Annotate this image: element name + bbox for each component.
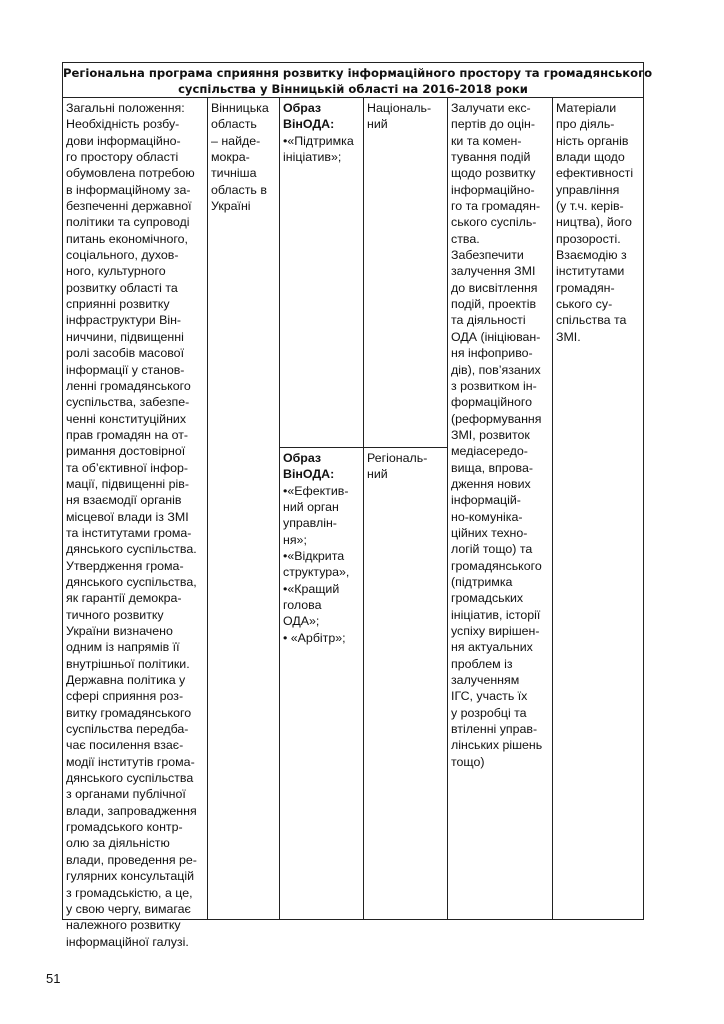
cell-text-line: з громадськістю, а це,: [66, 885, 193, 900]
cell-text-line: ного, культурного: [66, 264, 166, 279]
cell-text-line: область в: [211, 182, 267, 197]
cell-text-line: внутрішньої політики.: [66, 656, 190, 671]
cell-text-line: політики та супроводі: [66, 215, 190, 230]
cell-text-line: інформацій-: [451, 493, 521, 508]
cell-text-line: но-комуніка-: [451, 509, 523, 524]
cell-text-line: сфері сприяння роз-: [66, 689, 184, 704]
cell-text-line: – найде-: [211, 133, 261, 148]
cell-text-line: ВінОДА:: [283, 467, 335, 482]
cell-text-line: щодо розвитку: [451, 166, 536, 181]
cell-text-line: тичніша: [211, 166, 257, 181]
cell-text-line: сприянні розвитку: [66, 297, 170, 312]
region-description-cell: [208, 98, 280, 919]
cell-text-line: громадянського: [451, 558, 542, 573]
cell-text-line: та об’єктивної інфор-: [66, 460, 188, 475]
cell-text-line: ленні громадянського: [66, 378, 191, 393]
cell-text-line: голова: [283, 598, 322, 613]
cell-text-line: успіху вирішен-: [451, 624, 540, 638]
cell-text-line: розвитку області та: [66, 280, 178, 295]
cell-text-line: Державна політика у: [66, 673, 186, 688]
cell-text-line: втіленні управ-: [451, 722, 538, 737]
cell-text-line: одним із напрямів її: [66, 640, 180, 655]
cell-text-line: Вінницька: [211, 101, 269, 115]
cell-text-line: Утвердження грома-: [66, 558, 184, 573]
cell-text-line: Регіональ-: [367, 451, 428, 465]
cell-text-line: мації, підвищенні рів-: [66, 476, 189, 491]
cell-text-line: з розвитком ін-: [451, 378, 537, 393]
cell-text-line: тощо): [451, 754, 485, 769]
cell-text-line: (реформування: [451, 411, 542, 426]
cell-text-line: та інститутами грома-: [66, 525, 192, 540]
cell-text-line: го простору області: [66, 150, 179, 165]
cell-text-line: ЗМІ.: [556, 329, 581, 344]
cell-text-line: обумовлена потребою: [66, 166, 195, 181]
cell-text-line: ініціатив»;: [283, 150, 342, 165]
image-column: [280, 98, 364, 919]
cell-text-line: •«Ефектив-: [283, 483, 349, 498]
cell-text-line: ченні конституційних: [66, 411, 187, 426]
level-cell-regional: [364, 448, 447, 919]
cell-text-line: ня актуальних: [451, 640, 533, 655]
cell-text-line: ня інфоприво-: [451, 346, 533, 361]
cell-text-line: як гарантії демокра-: [66, 591, 182, 606]
cell-text-line: ініціатив, історії: [451, 607, 541, 622]
cell-text-line: та діяльності: [451, 313, 526, 328]
cell-text-line: ОДА»;: [283, 614, 320, 629]
cell-text-line: •«Відкрита: [283, 549, 345, 564]
cell-text-line: про діяль-: [556, 117, 615, 132]
cell-text-line: структура»,: [283, 565, 350, 580]
cell-text-line: тування подій: [451, 150, 531, 165]
cell-text-line: інститутами: [556, 264, 625, 279]
cell-text-line: суспільства передба-: [66, 722, 189, 737]
cell-text-line: ІГС, участь їх: [451, 689, 528, 704]
cell-text-line: ційних техно-: [451, 525, 528, 540]
cell-text-line: належного розвитку: [66, 918, 181, 933]
cell-text-line: ниччини, підвищенні: [66, 329, 184, 344]
cell-text-line: Загальні положення:: [66, 101, 185, 115]
materials-cell: [553, 98, 645, 919]
cell-text-line: Залучати екс-: [451, 101, 531, 115]
cell-text-line: Взаємодію з: [556, 248, 627, 263]
actions-cell: [448, 98, 553, 919]
cell-text-line: Образ: [283, 451, 322, 465]
cell-text-line: витку громадянського: [66, 705, 192, 720]
cell-text-line: ний: [367, 117, 388, 132]
cell-text-line: дження нових: [451, 476, 531, 491]
cell-text-line: ки та комен-: [451, 133, 522, 148]
cell-text-line: суспільства, забезпе-: [66, 395, 190, 410]
cell-text-line: прозорості.: [556, 231, 621, 246]
cell-text-line: дів), пов’язаних: [451, 362, 541, 377]
table-title-line-1: Регіональна програма сприяння розвитку інформаційного простору та громадянського: [63, 66, 653, 80]
cell-text-line: дови інформаційно-: [66, 133, 181, 148]
cell-text-line: Забезпечити: [451, 248, 524, 263]
general-provisions-cell: [63, 98, 208, 949]
cell-text-line: лінських рішень: [451, 738, 543, 753]
cell-text-line: ний орган: [283, 500, 339, 515]
cell-text-line: вища, впрова-: [451, 460, 534, 475]
cell-text-line: інформаційної галузі.: [66, 934, 189, 949]
cell-text-line: інфраструктури Він-: [66, 313, 182, 328]
cell-text-line: соціального, духов-: [66, 248, 179, 263]
cell-text-line: в інформаційному за-: [66, 182, 191, 197]
page-number: 51: [46, 971, 61, 986]
cell-text-line: ВінОДА:: [283, 117, 335, 132]
cell-text-line: Необхідність розбу-: [66, 117, 180, 132]
cell-text-line: влади, запровадження: [66, 803, 197, 818]
cell-text-line: ня»;: [283, 532, 307, 547]
cell-text-line: проблем із: [451, 656, 513, 671]
table-title-line-2: суспільства у Вінницькій області на 2016-2018 роки: [178, 82, 528, 96]
cell-text-line: ролі засобів масової: [66, 346, 185, 361]
cell-text-line: місцевої влади із ЗМІ: [66, 509, 189, 524]
cell-text-line: Матеріали: [556, 101, 617, 115]
cell-text-line: ефективності: [556, 166, 634, 181]
cell-text-line: з органами публічної: [66, 787, 186, 802]
cell-text-line: залучення ЗМІ: [451, 264, 536, 279]
cell-text-line: ського су-: [556, 297, 613, 312]
cell-text-line: ний: [367, 467, 388, 482]
cell-text-line: гулярних консультацій: [66, 869, 195, 884]
cell-text-line: •«Підтримка: [283, 133, 354, 148]
cell-text-line: дянського суспільства.: [66, 542, 197, 557]
cell-text-line: громадського контр-: [66, 820, 183, 835]
cell-text-line: у розробці та: [451, 705, 527, 720]
image-cell-national: [280, 98, 363, 448]
cell-text-line: • «Арбітр»;: [283, 630, 346, 645]
cell-text-line: безпеченні державної: [66, 199, 192, 214]
cell-text-line: Образ: [283, 101, 322, 115]
cell-text-line: формаційного: [451, 395, 533, 410]
cell-text-line: прав громадян на от-: [66, 427, 189, 442]
cell-text-line: ОДА (ініціюван-: [451, 329, 541, 344]
cell-text-line: область: [211, 117, 257, 132]
cell-text-line: тичного розвитку: [66, 607, 164, 622]
cell-text-line: римання достовірної: [66, 444, 186, 459]
cell-text-line: пертів до оцін-: [451, 117, 535, 132]
cell-text-line: олю за діяльністю: [66, 836, 170, 851]
cell-text-line: залученням: [451, 673, 520, 688]
cell-text-line: ництва), його: [556, 215, 632, 230]
cell-text-line: ність органів: [556, 133, 629, 148]
cell-text-line: інформації у станов-: [66, 362, 185, 377]
cell-text-line: управління: [556, 182, 620, 197]
cell-text-line: модії інститутів грома-: [66, 754, 195, 769]
cell-text-line: Україні: [211, 199, 251, 214]
cell-text-line: ського суспіль-: [451, 215, 537, 230]
cell-text-line: питань економічного,: [66, 231, 188, 246]
image-cell-regional: [280, 448, 363, 919]
cell-text-line: подій, проектів: [451, 297, 537, 312]
cell-text-line: громадських: [451, 591, 524, 606]
cell-text-line: Національ-: [367, 101, 432, 115]
cell-text-line: ЗМІ, розвиток: [451, 427, 530, 442]
cell-text-line: дянського суспільства,: [66, 574, 197, 589]
cell-text-line: мокра-: [211, 150, 250, 165]
cell-text-line: ня взаємодії органів: [66, 493, 182, 508]
table-title: [63, 63, 653, 98]
cell-text-line: влади, проведення ре-: [66, 852, 197, 867]
cell-text-line: (підтримка: [451, 574, 513, 589]
program-table: [62, 62, 653, 949]
cell-text-line: України визначено: [66, 624, 173, 638]
cell-text-line: медіасередо-: [451, 444, 528, 459]
cell-text-line: (у т.ч. керів-: [556, 199, 624, 214]
cell-text-line: управлін-: [283, 516, 337, 531]
cell-text-line: громадян-: [556, 280, 615, 295]
cell-text-line: до висвітлення: [451, 280, 538, 295]
level-cell-national: [364, 98, 447, 448]
cell-text-line: спільства та: [556, 313, 627, 328]
cell-text-line: влади щодо: [556, 150, 625, 165]
level-column: [364, 98, 448, 919]
cell-text-line: логій тощо) та: [451, 542, 533, 557]
cell-text-line: го та громадян-: [451, 199, 541, 214]
cell-text-line: ства.: [451, 231, 480, 246]
cell-text-line: у свою чергу, вимагає: [66, 901, 191, 916]
cell-text-line: чає посилення взає-: [66, 738, 184, 753]
cell-text-line: •«Кращий: [283, 581, 340, 596]
cell-text-line: інформаційно-: [451, 182, 535, 197]
cell-text-line: дянського суспільства: [66, 771, 194, 786]
